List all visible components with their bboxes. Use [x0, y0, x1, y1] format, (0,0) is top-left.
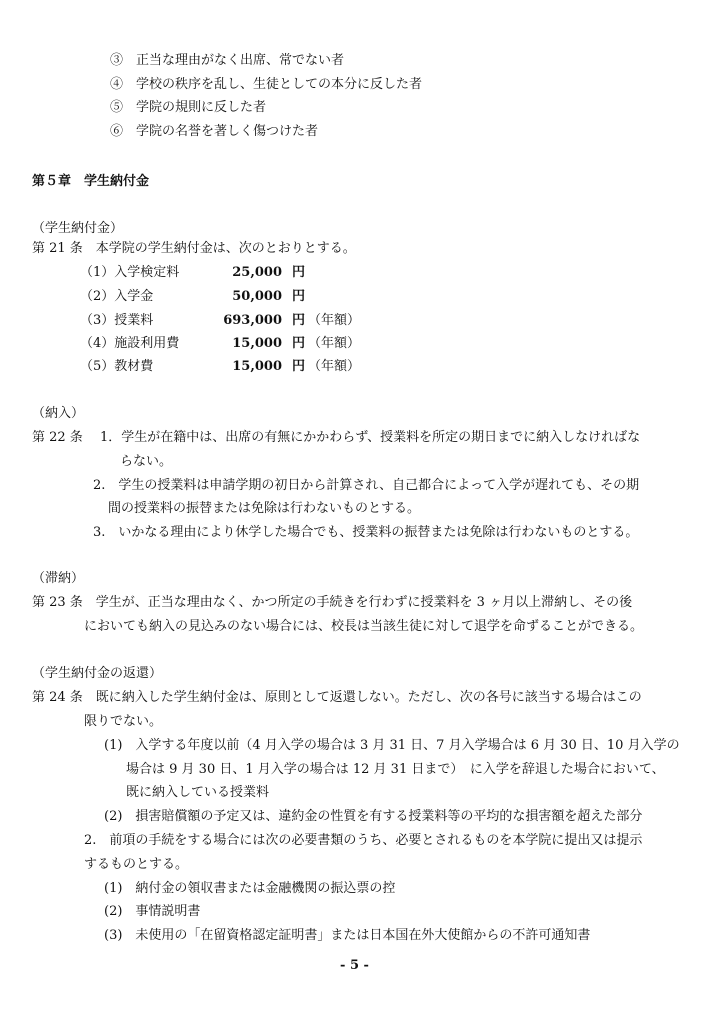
fee-note: （年額）	[308, 359, 361, 374]
fee-unit: 円	[292, 265, 306, 280]
article-24-item-1-cont2: 既に納入している授業料	[126, 785, 270, 800]
fee-unit: 円	[292, 359, 306, 374]
fee-amount: 15,000	[232, 336, 282, 351]
fee-label: （3）授業料	[80, 313, 154, 328]
fee-note: （年額）	[308, 336, 361, 351]
fee-unit: 円	[292, 336, 306, 351]
article-24-para-2: 2. 前項の手続をする場合には次の必要書類のうち、必要とされるものを本学院に提出又は提示	[84, 833, 643, 848]
article-22-caption: （納入）	[32, 406, 85, 421]
article-24-caption: （学生納付金の返還）	[32, 666, 163, 681]
article-24-para-1: 第 24 条 既に納入した学生納付金は、原則として返還しない。ただし、次の各号に該当する場合はこの	[32, 690, 642, 705]
article-24-doc-1: (1) 納付金の領収書または金融機関の振込票の控	[104, 881, 396, 896]
fee-amount: 693,000	[223, 313, 282, 328]
fee-amount: 25,000	[232, 265, 282, 280]
chapter-title: 第５章 学生納付金	[32, 174, 150, 189]
fee-label: （5）教材費	[80, 359, 154, 374]
article-23-para-1: 第 23 条 学生が、正当な理由なく、かつ所定の手続きを行わずに授業料を 3 ヶ月以上滞納し、その後	[32, 595, 633, 610]
article-23-para-1-cont: においても納入の見込みのない場合には、校長は当該生徒に対して退学を命ずることができる。	[84, 619, 644, 634]
article-24-item-2: (2) 損害賠償額の予定又は、違約金の性質を有する授業料等の平均的な損害額を超えた部分	[104, 809, 643, 824]
article-21-text: 第 21 条 本学院の学生納付金は、次のとおりとする。	[32, 241, 356, 256]
article-22-para-2-cont: 間の授業料の振替または免除は行わないものとする。	[108, 501, 421, 516]
article-24-doc-2: (2) 事情説明書	[104, 904, 201, 919]
list-item-6: ⑥ 学院の名誉を著しく傷つけた者	[110, 124, 319, 139]
article-23-caption: （滞納）	[32, 571, 85, 586]
article-24-item-1-cont: 場合は 9 月 30 日、1 月入学の場合は 12 月 31 日まで） に入学を辞退した場合において、	[126, 762, 665, 777]
article-22-para-3: 3. いかなる理由により休学した場合でも、授業料の振替または免除は行わないものとする。	[93, 525, 639, 540]
article-22-para-1-cont: らない。	[120, 454, 173, 469]
article-22-para-2: 2. 学生の授業料は申請学期の初日から計算され、自己都合によって入学が遅れても、その期	[93, 478, 640, 493]
article-24-item-1: (1) 入学する年度以前（4 月入学の場合は 3 月 31 日、7 月入学場合は 6 月 30 日、10 月入学の	[104, 738, 680, 753]
list-item-5: ⑤ 学院の規則に反した者	[110, 100, 267, 115]
list-item-4: ④ 学校の秩序を乱し、生徒としての本分に反した者	[110, 77, 423, 92]
fee-unit: 円	[292, 313, 306, 328]
article-21-caption: （学生納付金）	[32, 221, 124, 236]
fee-label: （4）施設利用費	[80, 336, 180, 351]
fee-label: （2）入学金	[80, 289, 154, 304]
fee-label: （1）入学検定料	[80, 265, 180, 280]
article-24-para-2-cont: するものとする。	[84, 857, 189, 872]
article-24-para-1-cont: 限りでない。	[84, 714, 163, 729]
list-item-3: ③ 正当な理由がなく出席、常でない者	[110, 53, 345, 68]
article-22-para-1: 第 22 条 1．学生が在籍中は、出席の有無にかかわらず、授業料を所定の期日までに納入しなければな	[32, 430, 641, 445]
fee-amount: 50,000	[232, 289, 282, 304]
page-number: - 5 -	[340, 958, 369, 973]
fee-note: （年額）	[308, 313, 361, 328]
fee-unit: 円	[292, 289, 306, 304]
fee-amount: 15,000	[232, 359, 282, 374]
article-24-doc-3: (3) 未使用の「在留資格認定証明書」または日本国在外大使館からの不許可通知書	[104, 928, 591, 943]
